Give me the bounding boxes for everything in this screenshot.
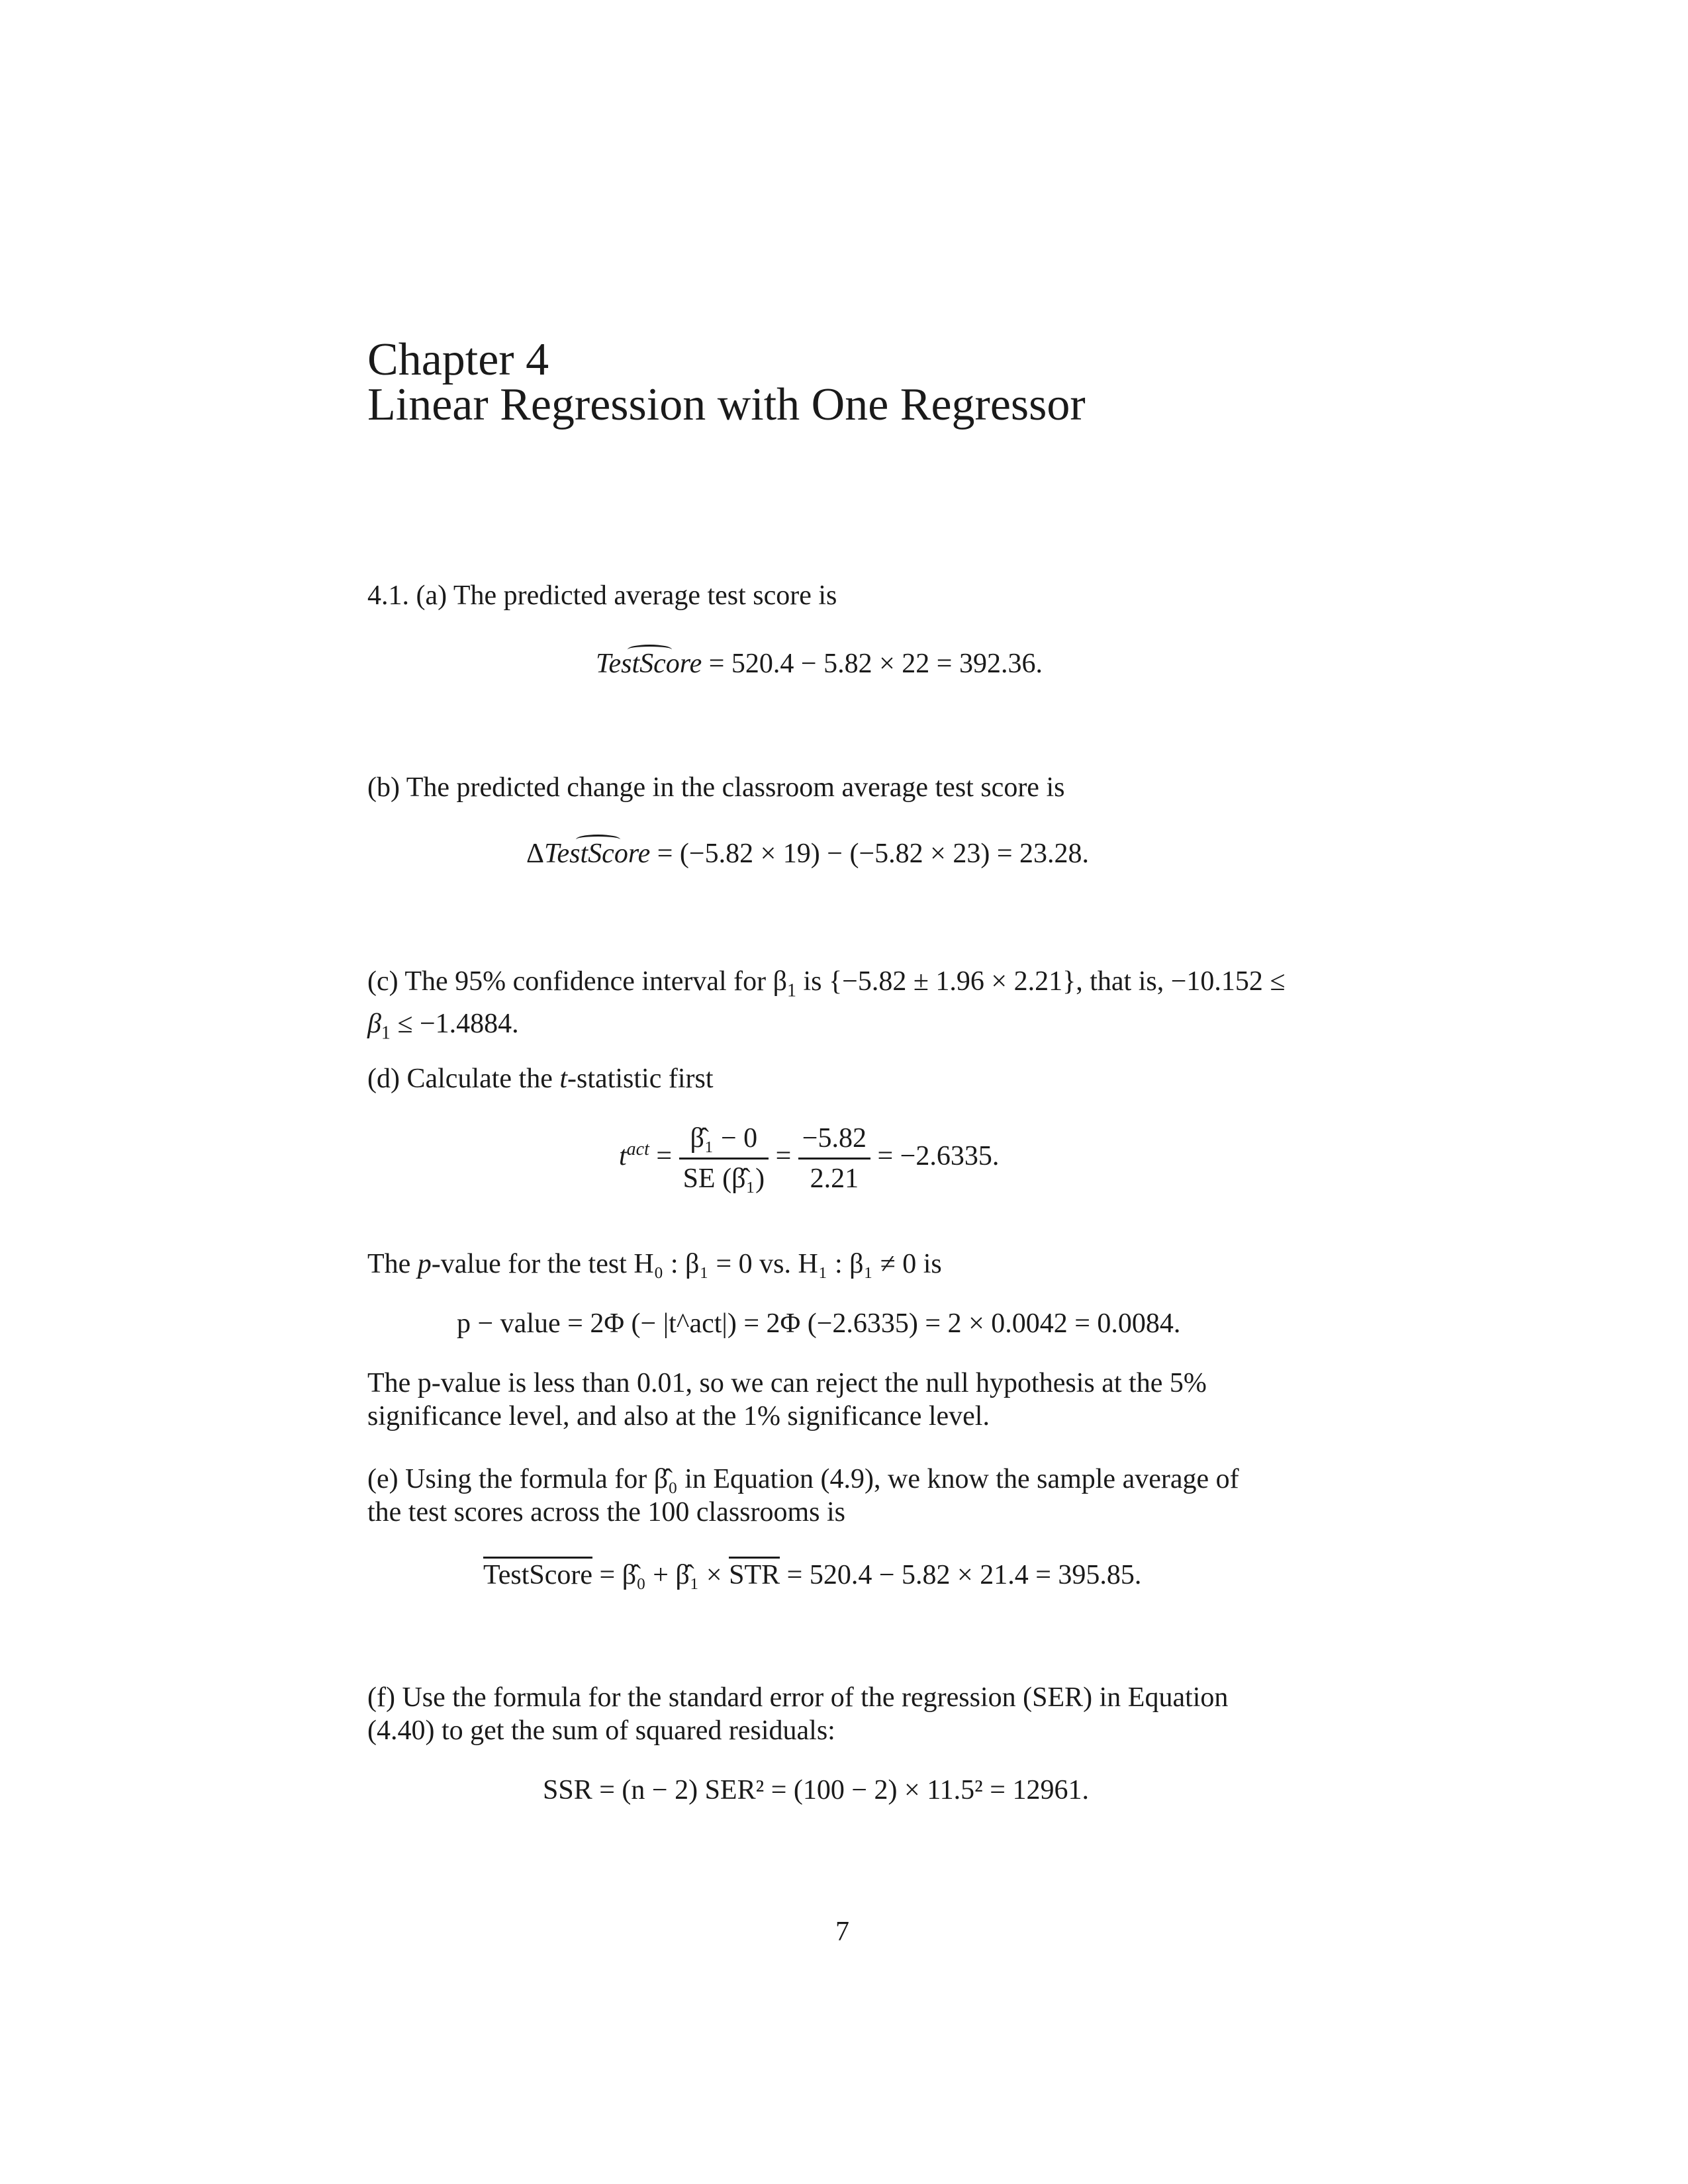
equation-a xyxy=(596,647,1043,680)
fraction-beta-over-se xyxy=(679,1122,769,1195)
section-c-line2: $\beta_1 \le -1.4884$. xyxy=(367,1009,519,1044)
section-e-text: (e) Using the formula for β̂₀ in Equation (4.9), we know the sample average of the test scores across the 100 classrooms is xyxy=(367,1464,1239,1527)
test-score-hat: TestScore xyxy=(544,839,651,869)
chapter-title: Linear Regression with One Regressor xyxy=(367,379,1086,430)
fraction-values xyxy=(798,1122,870,1195)
equation-t-statistic: $t^{act}$ = $\frac{\text{β̂₁ − 0}}{\text{SE (β̂₁)}}$ = $\frac{-5.82}{2.21}$ = −2.6335. xyxy=(619,1123,1000,1194)
section-f-text: (f) Use the formula for the standard error of the regression (SER) in Equation (4.40) to get the sum of squared residuals: xyxy=(367,1682,1229,1746)
page-number: 7 xyxy=(835,1917,849,1947)
str-bar: STR xyxy=(729,1557,780,1590)
t-result: = −2.6335. xyxy=(877,1141,1000,1172)
equation-e-mid: = β̂₀ + β̂₁ × xyxy=(599,1560,722,1590)
pvalue-conclusion: The p-value is less than 0.01, so we can reject the null hypothesis at the 5% significance level, and also at the 1% significance level. xyxy=(367,1368,1207,1432)
fraction-values-numerator: −5.82 xyxy=(798,1122,870,1160)
equation-e-rhs: = 520.4 − 5.82 × 21.4 = 395.85. xyxy=(786,1560,1142,1590)
test-score-bar: TestScore xyxy=(483,1557,592,1590)
t-superscript: act xyxy=(626,1139,649,1160)
delta-symbol: Δ xyxy=(526,839,545,869)
chapter-number: Chapter 4 xyxy=(367,334,549,385)
equation-ssr: SSR = (n − 2) SER² = (100 − 2) × 11.5² = 12961. xyxy=(543,1775,1089,1805)
fraction-numerator: β̂₁ − 0 xyxy=(679,1122,769,1160)
section-c-line1: (c) The 95% confidence interval for $\beta_1$ is {−5.82 ± 1.96 × 2.21}, that is, −10.152 ≤ xyxy=(367,966,1286,1001)
fraction-values-denominator: 2.21 xyxy=(810,1163,859,1194)
equation-e xyxy=(483,1559,1141,1592)
section-d-text: (d) Calculate the t-statistic first xyxy=(367,1064,714,1094)
chapter-heading xyxy=(367,334,1086,430)
fraction-denominator: SE (β̂₁) xyxy=(682,1163,765,1194)
equation-b-rhs: = (−5.82 × 19) − (−5.82 × 23) = 23.28. xyxy=(657,839,1090,869)
section-c xyxy=(367,965,1285,1050)
pvalue-equation: p − value = 2Φ (− |t^act|) = 2Φ (−2.6335) = 2 × 0.0042 = 0.0084. xyxy=(457,1308,1181,1339)
t-symbol: t xyxy=(619,1141,627,1172)
section-b-text: (b) The predicted change in the classroom average test score is xyxy=(367,772,1065,803)
test-score-hat: TestScore xyxy=(596,649,702,679)
section-a-text: 4.1. (a) The predicted average test score is xyxy=(367,580,837,611)
pvalue-test-text: The p-value for the test H₀ : β₁ = 0 vs. H₁ : β₁ ≠ 0 is xyxy=(367,1249,942,1279)
equation-b xyxy=(526,837,1089,870)
equation-a-rhs: = 520.4 − 5.82 × 22 = 392.36. xyxy=(708,649,1043,679)
